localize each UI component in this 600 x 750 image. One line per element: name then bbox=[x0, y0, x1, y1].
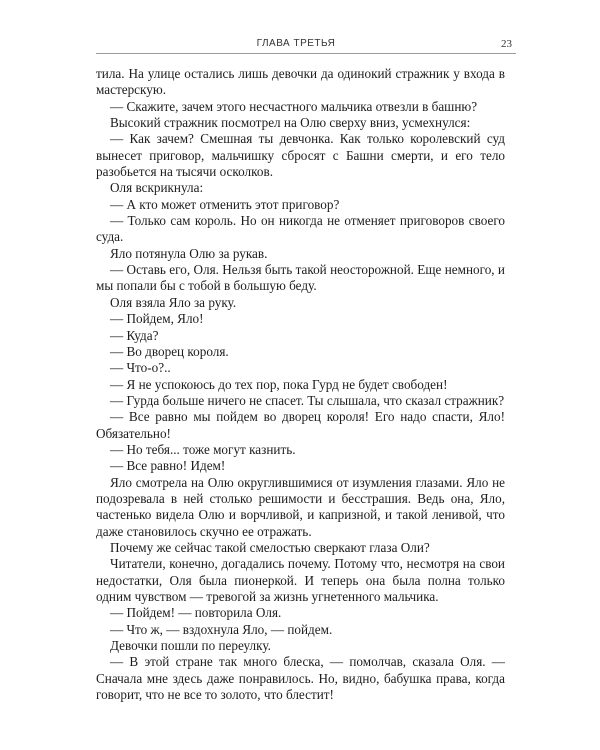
running-header bbox=[96, 38, 516, 52]
paragraph: тила. На улице остались лишь девочки да одинокий стражник у входа в мастерскую. bbox=[96, 66, 505, 98]
paragraph: — Гурда больше ничего не спасет. Ты слышала, что сказал стражник? bbox=[110, 392, 505, 408]
paragraph: — Но тебя... тоже могут казнить. bbox=[110, 441, 296, 457]
paragraph: Яло смотрела на Олю округлившимися от изумления глазами. Яло не подозревала в ней столько решимости и бесстрашия. Ведь она, Яло, частенько видела Олю и ворчливой, и капризной, и такой ленивой, что даже становилось скучно ее отражать. bbox=[96, 474, 505, 539]
paragraph: Яло потянула Олю за рукав. bbox=[110, 245, 268, 261]
paragraph: — Я не успокоюсь до тех пор, пока Гурд не будет свободен! bbox=[110, 376, 448, 392]
paragraph: — Скажите, зачем этого несчастного мальчика отвезли в башню? bbox=[110, 98, 478, 114]
paragraph: Почему же сейчас такой смелостью сверкают глаза Оли? bbox=[110, 539, 430, 555]
paragraph: — Как зачем? Смешная ты девчонка. Как только королевский суд вынесет приговор, мальчишку сбросят с Башни смерти, и его тело разобьется на тысячи осколков. bbox=[96, 131, 505, 180]
paragraph: Читатели, конечно, догадались почему. Потому что, несмотря на свои недостатки, Оля была пионеркой. И теперь она была полна только одним чувством — тревогой за жизнь угнетенного мальчика. bbox=[96, 556, 505, 604]
paragraph: — Только сам король. Но он никогда не отменяет приговоров своего суда. bbox=[96, 213, 505, 245]
paragraph: Высокий стражник посмотрел на Олю сверху вниз, усмехнулся: bbox=[110, 115, 471, 131]
body-text bbox=[96, 66, 505, 703]
paragraph: — Пойдем! — повторила Оля. bbox=[110, 605, 282, 621]
chapter-title: ГЛАВА ТРЕТЬЯ bbox=[256, 38, 336, 49]
paragraph: — Во дворец короля. bbox=[110, 343, 229, 359]
paragraph: — Что-о?.. bbox=[110, 360, 171, 376]
paragraph: — Куда? bbox=[110, 327, 159, 343]
header-rule bbox=[96, 53, 516, 54]
paragraph: — А кто может отменить этот приговор? bbox=[110, 196, 340, 212]
page-number: 23 bbox=[501, 38, 512, 50]
paragraph: Девочки пошли по переулку. bbox=[110, 638, 271, 654]
paragraph: — Все равно! Идем! bbox=[110, 458, 226, 474]
paragraph: — Пойдем, Яло! bbox=[110, 311, 204, 327]
paragraph: Оля взяла Яло за руку. bbox=[110, 294, 237, 310]
paragraph: — Оставь его, Оля. Нельзя быть такой неосторожной. Еще немного, и мы попали бы с тобой в большую беду. bbox=[96, 262, 505, 294]
paragraph: — Что ж, — вздохнула Яло, — пойдем. bbox=[110, 621, 333, 637]
paragraph: — Все равно мы пойдем во дворец короля! Его надо спасти, Яло! Обязательно! bbox=[96, 409, 505, 441]
paragraph: — В этой стране так много блеска, — помолчав, сказала Оля. — Сначала мне здесь даже понравилось. Но, видно, бабушка права, когда говорит, что не все то золото, что блестит! bbox=[96, 654, 505, 703]
paragraph: Оля вскрикнула: bbox=[110, 180, 204, 196]
